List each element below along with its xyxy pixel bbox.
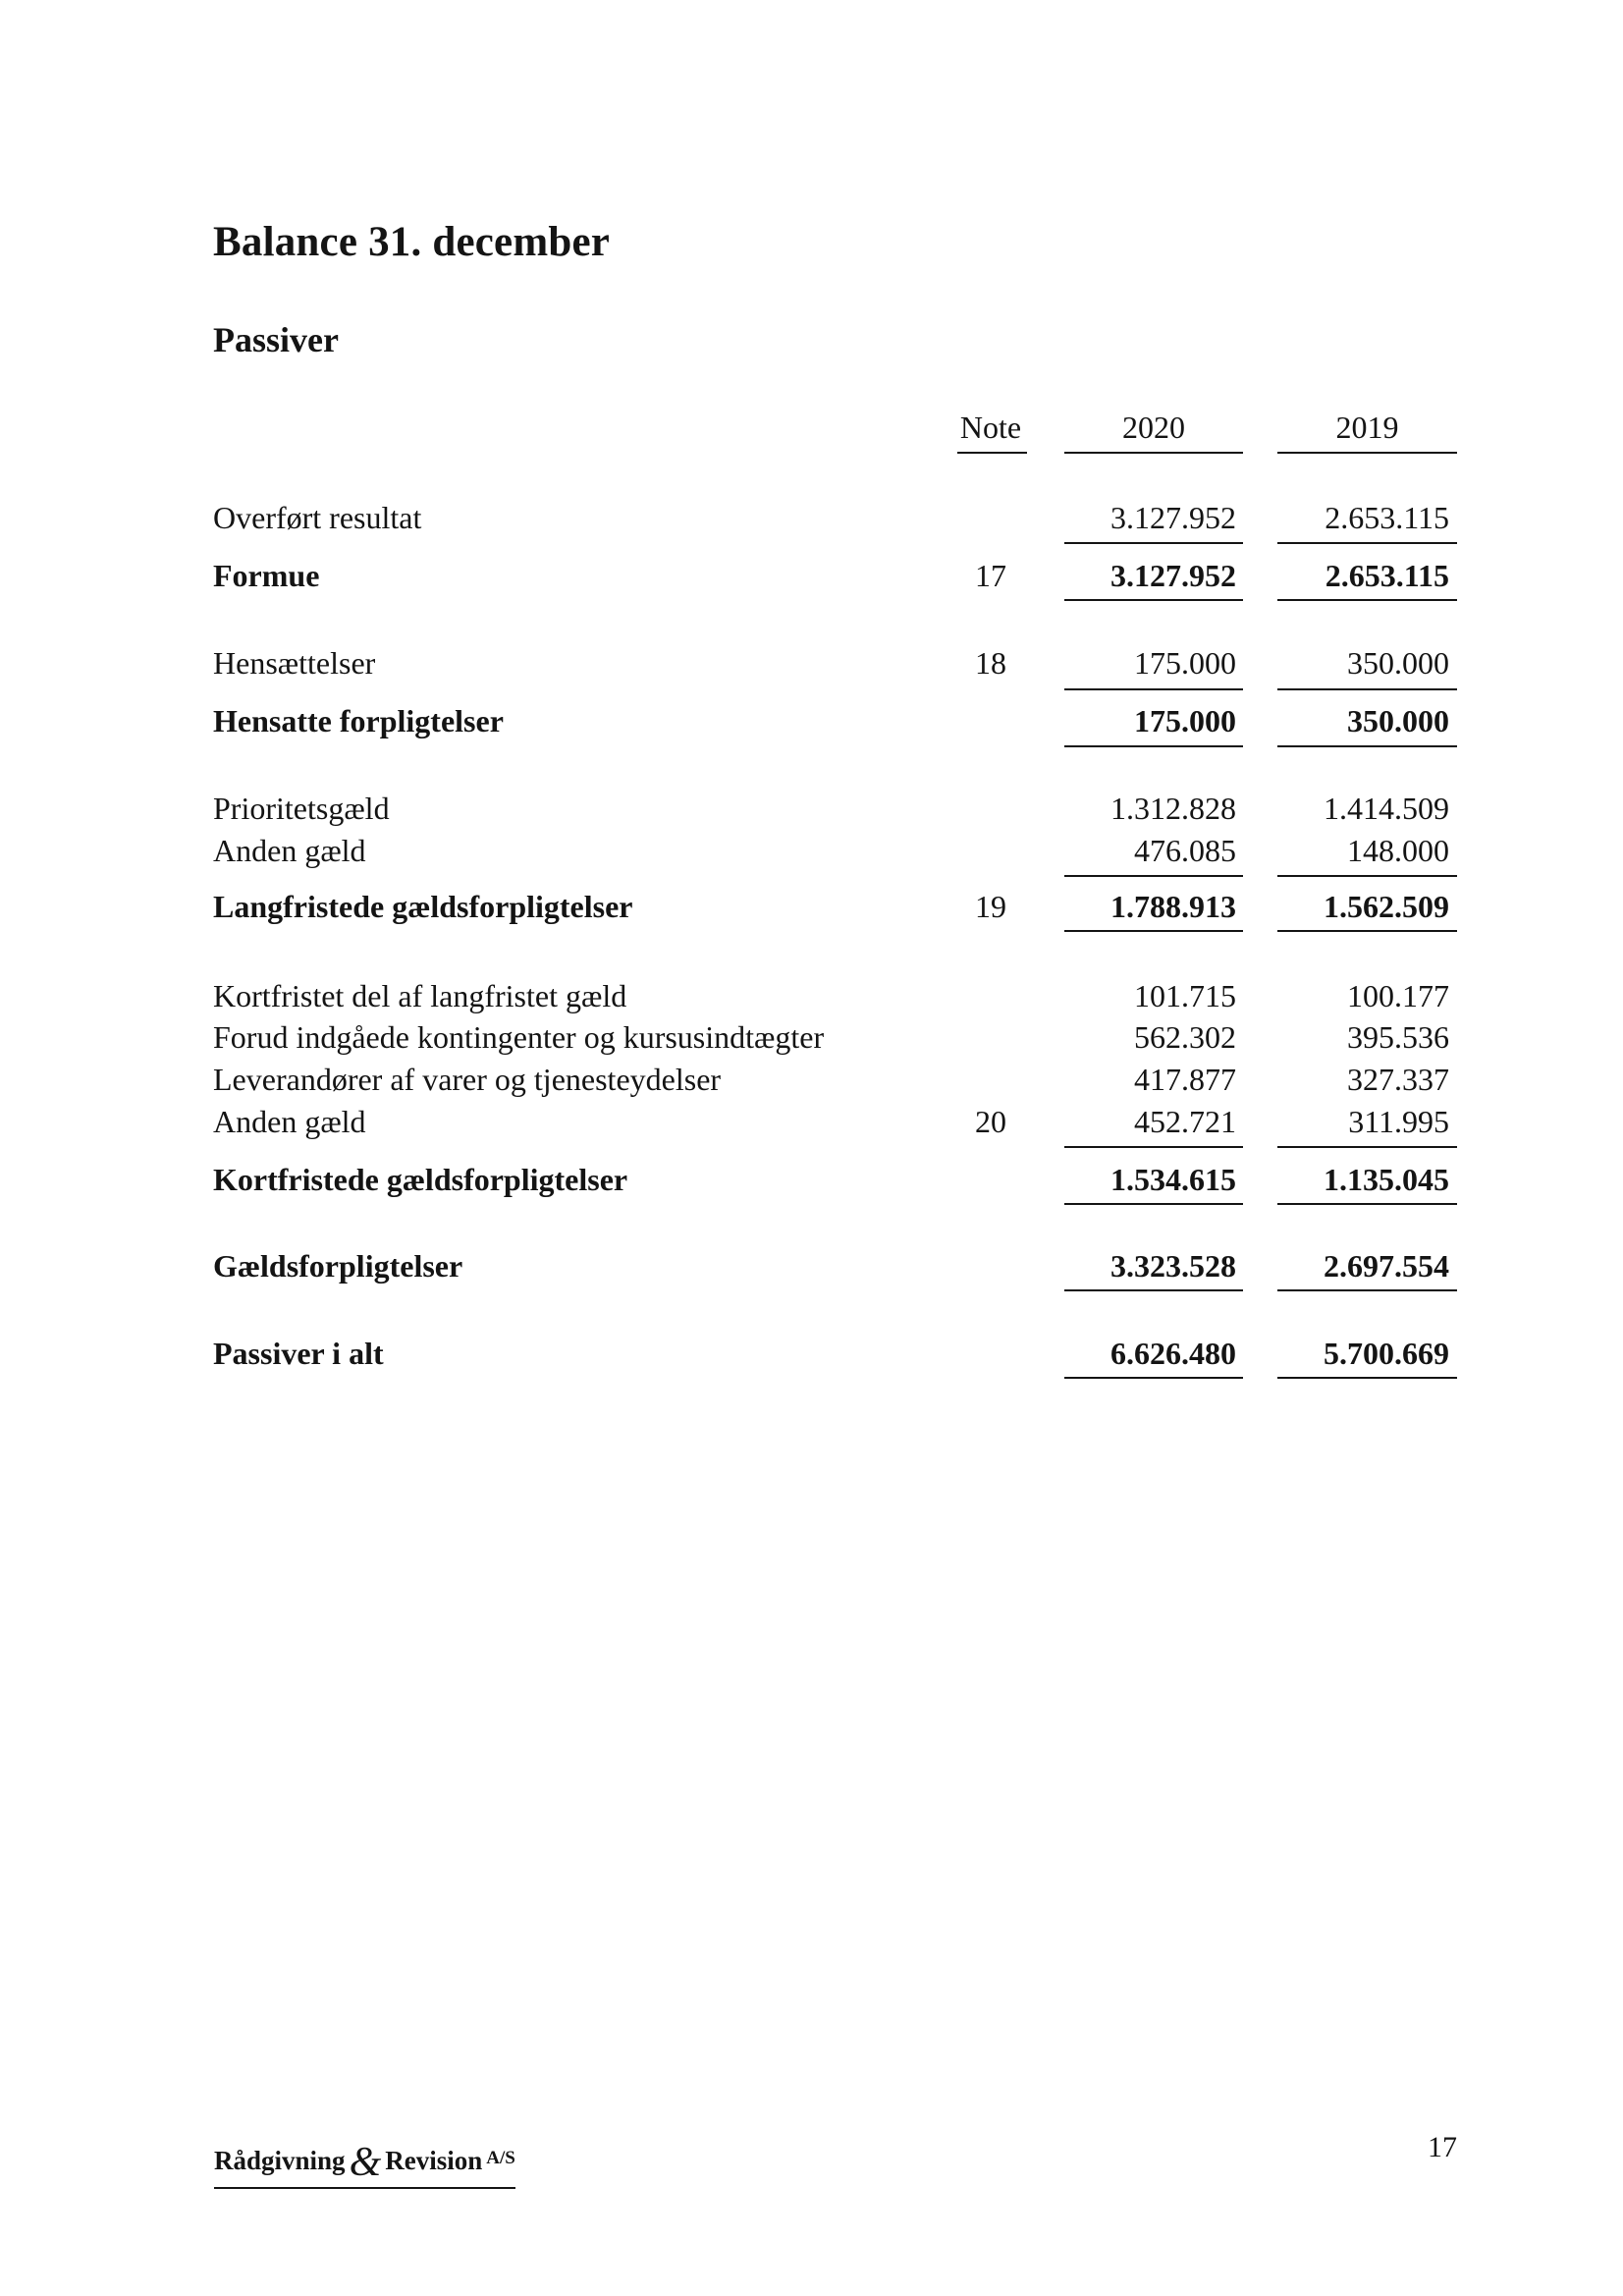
section-title: Passiver — [213, 320, 339, 359]
company-logo — [214, 2139, 515, 2189]
row-label: Formue — [213, 558, 320, 593]
subtotal-rule — [1277, 688, 1457, 690]
subtotal-rule — [1277, 542, 1457, 544]
value-2019: 1.414.509 — [1324, 791, 1449, 826]
table-row — [0, 1059, 1623, 1100]
row-label: Langfristede gældsforpligtelser — [213, 889, 633, 924]
value-2019: 350.000 — [1347, 703, 1449, 738]
table-row — [0, 1101, 1623, 1142]
row-label: Hensatte forpligtelser — [213, 703, 504, 738]
total-rule — [1064, 599, 1243, 601]
value-2020: 1.312.828 — [1110, 791, 1236, 826]
table-row — [0, 886, 1623, 927]
table-row — [0, 1016, 1623, 1058]
page-number: 17 — [1428, 2131, 1457, 2163]
column-header-2019-underline — [1277, 452, 1457, 454]
row-note: 17 — [975, 558, 1006, 593]
value-2020: 476.085 — [1134, 833, 1236, 868]
page-title: Balance 31. december — [213, 219, 611, 265]
column-header-2019: 2019 — [1335, 410, 1399, 445]
logo-suffix: A/S — [486, 2148, 515, 2168]
table-row — [0, 788, 1623, 829]
row-note: 20 — [975, 1104, 1006, 1139]
value-2020: 6.626.480 — [1110, 1336, 1236, 1371]
total-rule — [1064, 1203, 1243, 1205]
logo-text-part2: Revision — [385, 2146, 483, 2175]
value-2020: 175.000 — [1134, 645, 1236, 681]
subtotal-rule — [1064, 542, 1243, 544]
value-2019: 350.000 — [1347, 645, 1449, 681]
row-label: Leverandører af varer og tjenesteydelser — [213, 1062, 722, 1097]
value-2019: 5.700.669 — [1324, 1336, 1449, 1371]
table-row — [0, 1245, 1623, 1286]
value-2020: 1.534.615 — [1110, 1162, 1236, 1197]
table-row — [0, 642, 1623, 683]
table-row — [0, 830, 1623, 871]
table-row — [0, 700, 1623, 741]
total-rule — [1277, 1203, 1457, 1205]
subtotal-rule — [1064, 875, 1243, 877]
value-2020: 417.877 — [1134, 1062, 1236, 1097]
subtotal-rule — [1064, 688, 1243, 690]
row-label: Gældsforpligtelser — [213, 1248, 463, 1284]
logo-ampersand: & — [349, 2140, 382, 2185]
row-note: 19 — [975, 889, 1006, 924]
total-rule — [1277, 1289, 1457, 1291]
value-2019: 148.000 — [1347, 833, 1449, 868]
total-rule — [1064, 745, 1243, 747]
row-note: 18 — [975, 645, 1006, 681]
value-2020: 562.302 — [1134, 1019, 1236, 1055]
value-2019: 100.177 — [1347, 978, 1449, 1013]
value-2019: 2.653.115 — [1325, 500, 1449, 535]
row-label: Kortfristede gældsforpligtelser — [213, 1162, 628, 1197]
value-2019: 2.653.115 — [1325, 558, 1449, 593]
value-2020: 3.127.952 — [1110, 500, 1236, 535]
column-header-note: Note — [959, 410, 1022, 445]
value-2019: 395.536 — [1347, 1019, 1449, 1055]
table-row — [0, 497, 1623, 538]
column-header-2020-underline — [1064, 452, 1243, 454]
value-2020: 1.788.913 — [1110, 889, 1236, 924]
value-2020: 101.715 — [1134, 978, 1236, 1013]
table-row — [0, 1159, 1623, 1200]
row-label: Hensættelser — [213, 645, 376, 681]
value-2020: 3.323.528 — [1110, 1248, 1236, 1284]
value-2020: 452.721 — [1134, 1104, 1236, 1139]
total-rule — [1064, 1377, 1243, 1379]
table-row — [0, 975, 1623, 1016]
subtotal-rule — [1064, 1146, 1243, 1148]
value-2019: 2.697.554 — [1324, 1248, 1449, 1284]
row-label: Forud indgåede kontingenter og kursusindtægter — [213, 1019, 825, 1055]
table-row — [0, 1333, 1623, 1374]
total-rule — [1277, 1377, 1457, 1379]
logo-text-part1: Rådgivning — [214, 2146, 346, 2175]
row-label: Passiver i alt — [213, 1336, 384, 1371]
value-2019: 1.135.045 — [1324, 1162, 1449, 1197]
value-2019: 1.562.509 — [1324, 889, 1449, 924]
total-rule — [1064, 930, 1243, 932]
row-label: Anden gæld — [213, 1104, 366, 1139]
column-header-2020: 2020 — [1122, 410, 1185, 445]
row-label: Prioritetsgæld — [213, 791, 390, 826]
row-label: Overført resultat — [213, 500, 422, 535]
subtotal-rule — [1277, 875, 1457, 877]
row-label: Kortfristet del af langfristet gæld — [213, 978, 627, 1013]
column-header-note-underline — [957, 452, 1027, 454]
total-rule — [1064, 1289, 1243, 1291]
row-label: Anden gæld — [213, 833, 366, 868]
value-2020: 3.127.952 — [1110, 558, 1236, 593]
total-rule — [1277, 745, 1457, 747]
table-row — [0, 555, 1623, 596]
total-rule — [1277, 599, 1457, 601]
subtotal-rule — [1277, 1146, 1457, 1148]
total-rule — [1277, 930, 1457, 932]
value-2019: 327.337 — [1347, 1062, 1449, 1097]
value-2019: 311.995 — [1348, 1104, 1449, 1139]
value-2020: 175.000 — [1134, 703, 1236, 738]
